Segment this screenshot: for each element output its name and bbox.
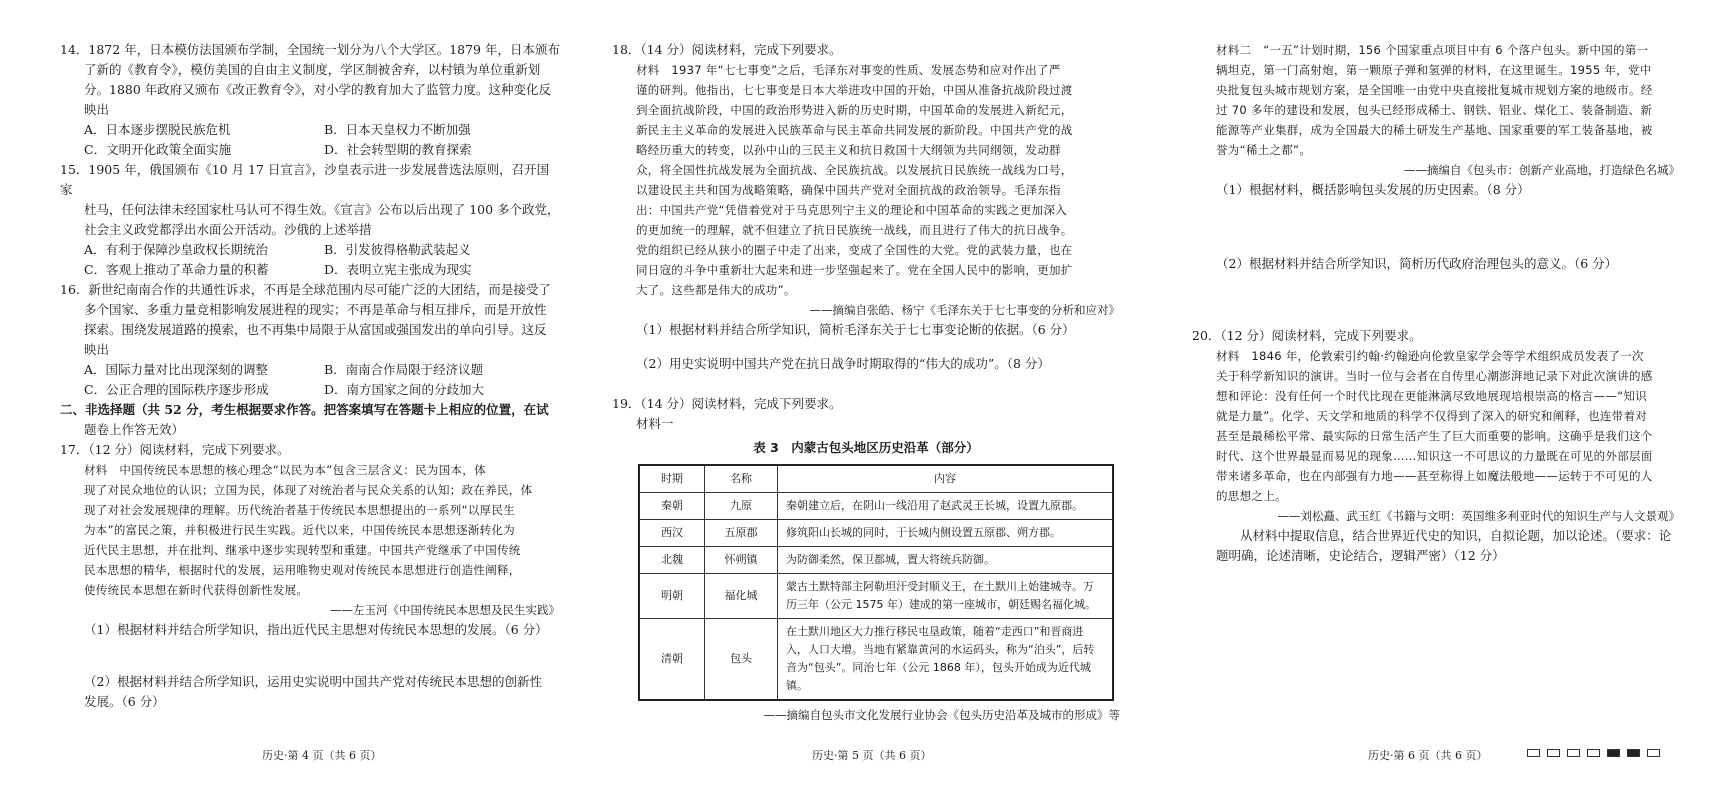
history-table [638,464,1114,701]
q17-material-line-4: 为本”的富民之策，并积极进行民生实践。近代以来，中国传统民本思想逐渐转化为 [84,523,516,537]
q18-material-line-6: 众，将全国性抗战发展为全面抗战、全民族抗战。以发展抗日民族统一战线为口号， [636,163,1073,177]
cell-content: 蒙古土默特部主阿勒坦汗受封顺义王，在土默川上始建城寺。万历三年（公元 1575 年）建成的第一座城市，朝廷赐名福化城。 [778,574,1114,619]
question-16 [60,280,560,400]
q18-material-line-12: 大了。这些都是伟大的成功”。 [636,283,796,297]
page-box-6 [1627,749,1640,757]
q18-material-line-5: 略经历重大的转变，以孙中山的三民主义和抗日救国十大纲领为共同纲领，发动群 [636,143,1061,157]
q17-material-line-5: 近代民主思想，并在批判、继承中逐步实现转型和重建。中国共产党继承了中国传统 [84,543,521,557]
cell-name: 包头 [705,619,778,701]
page-4-footer: 历史·第 4 页（共 6 页） [262,749,382,762]
table-row [639,619,1113,701]
q14-stem-line-2: 了新的《教育令》，模仿美国的自由主义制度，学区制被舍弃，以村镇为单位重新划 [84,62,541,77]
table-row [639,493,1113,520]
q20-task-line-2: 题明确，论述清晰，史论结合，逻辑严密）（12 分） [1216,548,1505,563]
q20-material-line-1: 材料 1846 年，伦敦索引约翰·约翰逊向伦敦皇家学会等学术组织成员发表了一次 [1216,349,1644,363]
page-box-7 [1647,749,1660,757]
section-2-title-line-1: 二、非选择题（共 52 分，考生根据要求作答。把答案填写在答题卡上相应的位置，在试 [60,402,549,417]
q16-stem-line-1: 16．新世纪南南合作的共通性诉求，不再是全球范围内尽可能广泛的大团结，而是接受了 [60,282,551,297]
page-box-1 [1527,749,1540,757]
q18-sub-2: （2）用史实说明中国共产党在抗日战争时期取得的“伟大的成功”。（8 分） [636,356,1050,371]
q16-option-d: D．南方国家之间的分歧加大 [324,382,485,397]
q18-material-line-10: 党的组织已经从狭小的圈子中走了出来，变成了全国性的大党。党的武装力量，也在 [636,243,1073,257]
q15-option-b: B．引发彼得格勒武装起义 [324,242,471,257]
q18-material-line-1: 材料 1937 年“七七事变”之后，毛泽东对事变的性质、发展态势和应对作出了严 [636,63,1061,77]
q17-material-line-2: 现了对民众地位的认识；立国为民，体现了对统治者与民众关系的认知；政在养民，体 [84,483,533,497]
q14-option-c: C．文明开化政策全面实施 [84,142,232,157]
cell-content: 修筑阳山长城的同时，于长城内侧设置五原郡、朔方郡。 [778,520,1114,547]
q15-option-d: D．表明立宪主张成为现实 [324,262,472,277]
cell-name: 福化城 [705,574,778,619]
question-18 [612,40,1120,374]
question-20 [1192,326,1680,566]
q19-header: 19．（14 分）阅读材料，完成下列要求。 [612,396,842,411]
q17-material-line-1: 材料 中国传统民本思想的核心理念“以民为本”包含三层含义：民为国本，体 [84,463,486,477]
q19-material-2-line-3: 央批复包头城市规划方案，是全国唯一由党中央直接批复城市规划方案的地级市。经 [1216,83,1653,97]
page-6-column [1192,40,1680,566]
q20-material-line-6: 时代、这个世界最显而易见的现象……知识这一不可思议的力量既在可见的外部层面 [1216,449,1653,463]
q19-material-2-line-2: 辆坦克，第一门高射炮，第一颗原子弹和氢弹的材料，在这里诞生。1955 年，党中 [1216,63,1652,77]
q19-sub-1: （1）根据材料，概括影响包头发展的历史因素。（8 分） [1216,182,1530,197]
q14-option-b: B．日本天皇权力不断加强 [324,122,471,137]
q17-material-line-6: 民本思想的精华，根据时代的发展，运用唯物史观对传统民本思想进行创造性阐释， [84,563,521,577]
q15-stem-line-1: 15．1905 年，俄国颁布《10 月 17 日宣言》，沙皇表示进一步发展普选法原则，召开国家 [60,162,550,197]
q19-material-2-source: ——摘编自《包头市：创新产业高地，打造绿色名城》 [1404,163,1680,177]
cell-name: 五原郡 [705,520,778,547]
q20-material-line-8: 的思想之上。 [1216,489,1287,503]
header-name: 名称 [705,465,778,493]
q17-sub-2-line-2: 发展。（6 分） [84,694,165,709]
q18-header: 18．（14 分）阅读材料，完成下列要求。 [612,42,842,57]
q18-source: ——摘编自张皓、杨宁《毛泽东关于七七事变的分析和应对》 [809,303,1120,317]
q16-stem-line-4: 映出 [84,342,110,357]
q15-option-a: A．有利于保障沙皇政权长期统治 [84,242,269,257]
q15-option-c: C．客观上推动了革命力量的积蓄 [84,262,269,277]
header-content: 内容 [778,465,1114,493]
q18-sub-1: （1）根据材料并结合所学知识，简析毛泽东关于七七事变论断的依据。（6 分） [636,322,1075,337]
q20-source: ——刘松矗、武玉红《书籍与文明：英国维多利亚时代的知识生产与人文景观》 [1277,509,1680,523]
table-row [639,547,1113,574]
q18-material-line-7: 以建设民主共和国为战略策略，确保中国共产党对全面抗战的政治领导。毛泽东指 [636,183,1061,197]
cell-content: 秦朝建立后，在阴山一线沿用了赵武灵王长城，设置九原郡。 [778,493,1114,520]
q20-material-line-7: 带来诸多革命，也在内部强有力地——甚至称得上如魔法般地——运转于不可见的人 [1216,469,1653,483]
q15-stem-line-2: 杜马，任何法律未经国家杜马认可不得生效。《宣言》公布以后出现了 100 多个政党， [84,202,560,217]
q17-material-line-3: 现了对社会发展规律的理解。历代统治者基于传统民本思想提出的一系列“以厚民生 [84,503,516,517]
section-2-title-line-2: 题卷上作答无效） [84,422,185,437]
cell-period: 秦朝 [639,493,705,520]
q20-header: 20．（12 分）阅读材料，完成下列要求。 [1192,328,1422,343]
q17-sub-1: （1）根据材料并结合所学知识，指出近代民主思想对传统民本思想的发展。（6 分） [84,622,548,637]
question-14 [60,40,560,160]
q16-option-b: B．南南合作局限于经济议题 [324,362,484,377]
cell-period: 北魏 [639,547,705,574]
cell-period: 西汉 [639,520,705,547]
q15-options [60,240,560,280]
q20-material-line-3: 想和评论：没有任何一个时代比现在更能淋漓尽致地展现培根崇高的格言——“知识 [1216,389,1648,403]
q19-material-2-line-5: 能源等产业集群，成为全国最大的稀土研发生产基地、国家重要的军工装备基地，被 [1216,123,1653,137]
q20-task-line-1: 从材料中提取信息，结合世界近代史的知识，自拟论题，加以论述。（要求：论 [1240,528,1672,543]
q19-sub-2: （2）根据材料并结合所学知识，简析历代政府治理包头的意义。（6 分） [1216,256,1618,271]
q16-option-a: A．国际力量对比出现深刻的调整 [84,362,269,377]
page-box-5 [1607,749,1620,757]
table-row [639,574,1113,619]
q18-material-line-3: 到全面抗战阶段，中国的政治形势进入新的历史时期，中国革命的发展进入新纪元， [636,103,1073,117]
page-4-column [60,40,560,712]
q14-option-a: A．日本逐步摆脱民族危机 [84,122,231,137]
q18-material-line-9: 的更加统一的理解，就不但建立了抗日民族统一战线，而且进行了伟大的抗日战争。 [636,223,1073,237]
question-19 [612,394,1120,725]
q14-stem-line-4: 映出 [84,102,110,117]
q18-material-line-2: 谨的研判。他指出，七七事变是日本大举进攻中国的开始，中国从准备抗战阶段过渡 [636,83,1073,97]
cell-name: 怀朔镇 [705,547,778,574]
cell-period: 清朝 [639,619,705,701]
q16-stem-line-3: 探索。围绕发展道路的摸索，也不再集中局限于从富国或强国发出的单向引导。这反 [84,322,547,337]
page-5-footer: 历史·第 5 页（共 6 页） [812,749,932,762]
table-header-row [639,465,1113,493]
q20-material-line-5: 甚至是最稀松平常、最实际的日常生活产生了巨大而重要的影响。这确乎是我们这个 [1216,429,1653,443]
cell-name: 九原 [705,493,778,520]
q16-stem-line-2: 多个国家、多重力量竞相影响发展进程的现实；不再是革命与相互排斥，而是开放性 [84,302,547,317]
q17-sub-2-line-1: （2）根据材料并结合所学知识，运用史实说明中国共产党对传统民本思想的创新性 [84,674,542,689]
table-3-caption: 表 3 内蒙古包头地区历史沿革（部分） [753,440,979,455]
cell-content: 为防御柔然，保卫都城，置大将统兵防御。 [778,547,1114,574]
q14-stem-line-1: 14．1872 年，日本模仿法国颁布学制，全国统一划分为八个大学区。1879 年，日本颁布 [60,42,560,57]
page-box-2 [1547,749,1560,757]
page-6-footer: 历史·第 6 页（共 6 页） [1368,749,1488,762]
q18-material-line-8: 出：中国共产党“凭借着党对于马克思列宁主义的理论和中国革命的实践之更加深入 [636,203,1068,217]
q19-material-2-line-6: 誉为“稀土之都”。 [1216,143,1312,157]
q16-option-c: C．公正合理的国际秩序逐步形成 [84,382,269,397]
q17-source: ——左玉河《中国传统民本思想及民生实践》 [330,603,560,617]
page-box-4 [1587,749,1600,757]
q18-material-line-4: 新民主主义革命的发展进入民族革命与民主革命共同发展的新阶段。中国共产党的战 [636,123,1073,137]
q17-material-line-7: 使传统民本思想在新时代获得创新性发展。 [84,583,309,597]
table-row [639,520,1113,547]
cell-content: 在土默川地区大力推行移民屯垦政策，随着“走西口”和晋商进入，人口大增。当地有紧靠黄河的水运码头，称为“泊头”，后转音为“包头”。同治七年（公元 1868 年），包头开始成为近代城镇。 [778,619,1114,701]
page-indicator-boxes [1527,749,1660,757]
q17-header: 17．（12 分）阅读材料，完成下列要求。 [60,442,290,457]
page-box-3 [1567,749,1580,757]
question-17 [60,440,560,712]
q14-options [60,120,560,160]
cell-period: 明朝 [639,574,705,619]
q14-stem-line-3: 分。1880 年政府又颁布《改正教育令》，对小学的教育加大了监管力度。这种变化反 [84,82,552,97]
q20-material-line-2: 关于科学新知识的演讲。当时一位与会者在自传里心潮澎湃地记录下对此次演讲的感 [1216,369,1653,383]
table-source: ——摘编自包头市文化发展行业协会《包头历史沿革及城市的形成》等 [763,708,1120,722]
q18-material-line-11: 同日寇的斗争中重新壮大起来和进一步坚强起来了。党在全国人民中的影响，更加扩 [636,263,1073,277]
question-15 [60,160,560,280]
q19-material-2-line-1: 材料二 “一五”计划时期，156 个国家重点项目中有 6 个落户包头。新中国的第一 [1216,43,1649,57]
q15-stem-line-3: 社会主义政党都浮出水面公开活动。沙俄的上述举措 [84,222,372,237]
q19-material-2-line-4: 过 70 多年的建设和发展，包头已经形成稀土、钢铁、铝业、煤化工、装备制造、新 [1216,103,1653,117]
header-period: 时期 [639,465,705,493]
q20-material-line-4: 就是力量”。化学、天文学和地质的科学不仅得到了深入的研究和阐释，也连带着对 [1216,409,1648,423]
q14-option-d: D．社会转型期的教育探索 [324,142,472,157]
q16-options [60,360,560,400]
q19-material-1-label: 材料一 [636,416,674,431]
page-5-column [612,40,1120,725]
